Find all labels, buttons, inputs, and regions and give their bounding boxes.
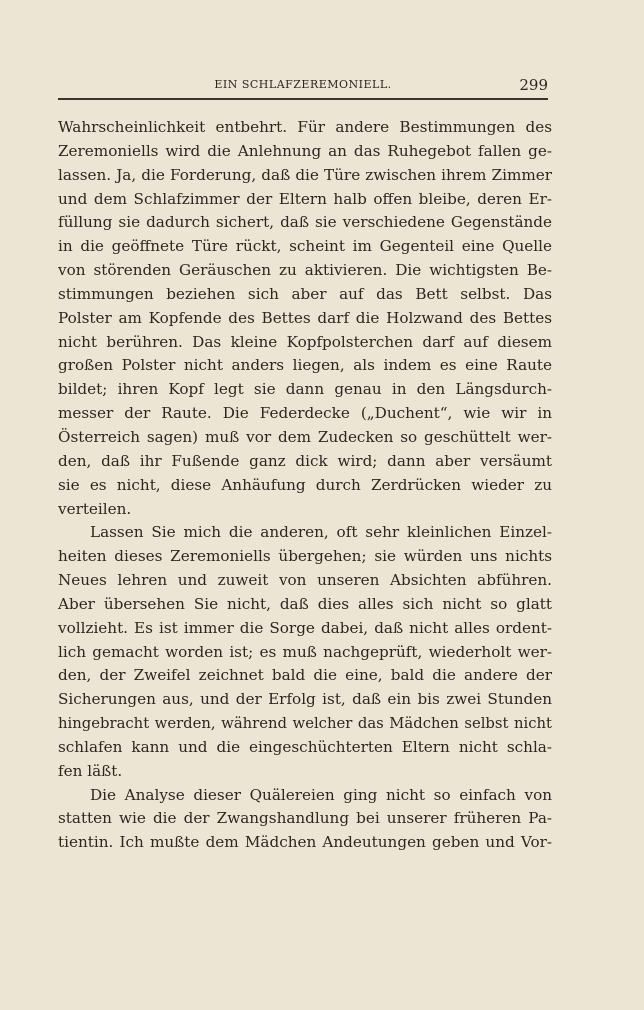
text-line: Neues lehren und zuweit von unseren Absichten abführen.: [58, 571, 552, 590]
text-line: tientin. Ich mußte dem Mädchen Andeutungen geben und Vor-: [58, 833, 552, 852]
text-line: statten wie die der Zwangshandlung bei unserer früheren Pa-: [58, 809, 552, 828]
text-line: nicht berühren. Das kleine Kopfpolsterchen darf auf diesem: [58, 332, 552, 351]
body-text: [58, 116, 552, 855]
text-line: Österreich sagen) muß vor dem Zudecken so geschüttelt wer-: [58, 427, 552, 446]
text-line: verteilen.: [58, 499, 132, 518]
running-head: [58, 76, 548, 98]
text-line: hingebracht werden, während welcher das Mädchen selbst nicht: [58, 715, 552, 733]
header-rule: [58, 98, 548, 100]
text-line: Zeremoniells wird die Anlehnung an das Ruhegebot fallen ge-: [58, 141, 552, 160]
text-line: Sicherungen aus, und der Erfolg ist, daß ein bis zwei Stunden: [58, 690, 552, 709]
text-line: Wahrscheinlichkeit entbehrt. Für andere Bestimmungen des: [58, 118, 552, 136]
text-line: lich gemacht worden ist; es muß nachgeprüft, wiederholt wer-: [58, 642, 552, 661]
text-line: fen läßt.: [58, 761, 123, 780]
text-line: füllung sie dadurch sichert, daß sie verschiedene Gegenstände: [58, 213, 552, 232]
paragraph-first-line: Die Analyse dieser Quälereien ging nicht so einfach von: [90, 785, 552, 804]
text-line: stimmungen beziehen sich aber auf das Bett selbst. Das: [58, 284, 552, 303]
page-number: 299: [519, 76, 548, 94]
text-line: großen Polster nicht anders liegen, als indem es eine Raute: [58, 356, 552, 375]
text-line: Polster am Kopfende des Bettes darf die Holzwand des Bettes: [58, 308, 552, 327]
text-line: in die geöffnete Türe rückt, scheint im Gegenteil eine Quelle: [58, 237, 552, 256]
text-line: sie es nicht, diese Anhäufung durch Zerdrücken wieder zu: [58, 475, 552, 494]
text-line: den, daß ihr Fußende ganz dick wird; dann aber versäumt: [58, 451, 552, 470]
paragraph-first-line: Lassen Sie mich die anderen, oft sehr kleinlichen Einzel-: [90, 523, 552, 542]
text-line: von störenden Geräuschen zu aktivieren. Die wichtigsten Be-: [58, 261, 552, 280]
text-line: und dem Schlafzimmer der Eltern halb offen bleibe, deren Er-: [58, 189, 552, 208]
text-line: Aber übersehen Sie nicht, daß dies alles sich nicht so glatt: [58, 594, 552, 613]
text-line: lassen. Ja, die Forderung, daß die Türe zwischen ihrem Zimmer: [58, 165, 552, 184]
text-line: vollzieht. Es ist immer die Sorge dabei, daß nicht alles ordent-: [58, 618, 552, 637]
text-line: messer der Raute. Die Federdecke („Duchent“, wie wir in: [58, 404, 552, 423]
running-title: EIN SCHLAFZEREMONIELL.: [214, 78, 392, 91]
text-line: heiten dieses Zeremoniells übergehen; sie würden uns nichts: [58, 547, 552, 566]
text-line: den, der Zweifel zeichnet bald die eine, bald die andere der: [58, 666, 552, 685]
text-line: schlafen kann und die eingeschüchterten Eltern nicht schla-: [58, 737, 552, 756]
text-line: bildet; ihren Kopf legt sie dann genau in den Längsdurch-: [58, 380, 552, 399]
